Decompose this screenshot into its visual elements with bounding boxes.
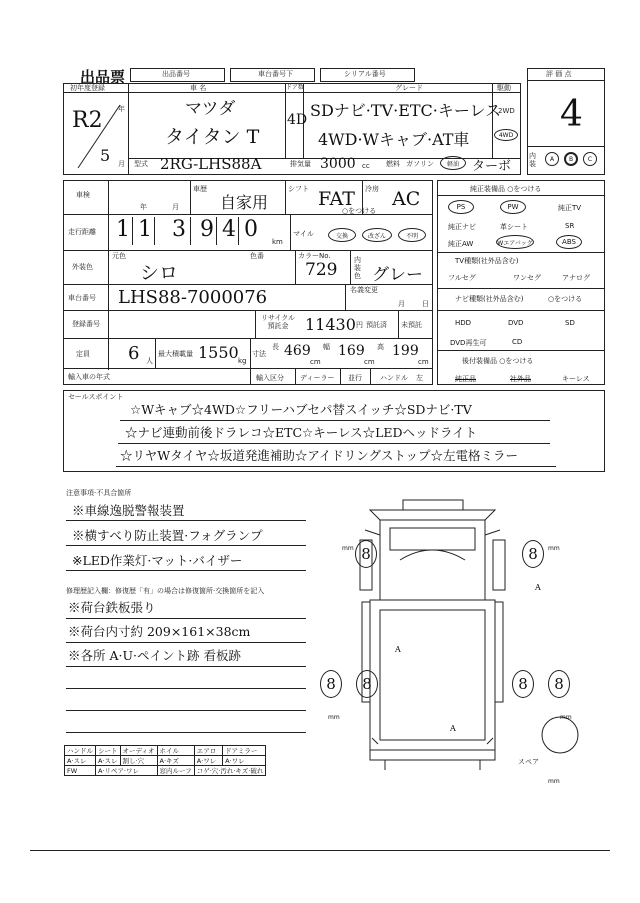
legend-cell: 窓内ルーフ: [157, 766, 194, 776]
note-line: ※車線逸脱警報装置: [72, 503, 185, 518]
form-title: 出品票: [80, 68, 126, 86]
shift-value: FAT: [318, 188, 355, 210]
type-label: 型式: [134, 160, 148, 168]
interior-c: C: [583, 152, 597, 166]
body-mark: A: [395, 645, 401, 654]
tire-rear-right-outer: 8: [548, 670, 570, 698]
recycle-label: リサイクル預託金: [260, 314, 296, 330]
usage-label: 車歴: [193, 185, 207, 193]
width-label: 幅: [323, 343, 330, 351]
meter-tampered: 改ざん: [362, 228, 392, 242]
model-value: タイタン T: [165, 126, 260, 148]
tv-oneseg: ワンセグ: [513, 274, 541, 282]
tire-mm: mm: [548, 545, 560, 552]
mileage-digit: 4: [222, 217, 236, 242]
opt-aw: 純正AW: [448, 240, 474, 248]
shaken-label: 車検: [76, 191, 90, 199]
mileage-digit: 3: [172, 217, 186, 242]
tv-fullseg: フルセグ: [448, 274, 476, 282]
opt-pw: PW: [500, 200, 526, 214]
media-dvd-play: DVD再生可: [450, 339, 487, 347]
tv-analog: アナログ: [562, 274, 590, 282]
interior-color: グレー: [372, 265, 423, 285]
mile-label: マイル: [293, 230, 314, 238]
repair-line: ※荷台内寸約 209×161×38cm: [68, 624, 251, 639]
repair-label: 修理歴記入欄：修復歴「有」の場合は修復箇所·交換箇所を記入: [66, 587, 265, 595]
km-label: km: [272, 238, 283, 246]
spare-label: スペア: [518, 758, 539, 766]
fuel-label: 燃料: [386, 160, 400, 168]
opt-ps: PS: [448, 200, 474, 214]
length-value: 469: [284, 343, 311, 359]
opt-navi: 純正ナビ: [448, 223, 476, 231]
name-change-day: 日: [422, 300, 429, 308]
note-line: ※LED作業灯·マット·バイザー: [72, 553, 243, 568]
width-cm: cm: [364, 358, 375, 366]
opt-abs: ABS: [556, 235, 582, 249]
fuel-gasoline: ガソリン: [406, 160, 434, 168]
tire-rear-left-inner: 8: [356, 670, 378, 698]
import-label: 輸入車の年式: [68, 373, 110, 381]
recycle-yen: 円: [356, 321, 363, 329]
shaken-month: 月: [172, 203, 179, 211]
load-unit: kg: [238, 357, 247, 365]
doors-value: 4D: [287, 112, 308, 128]
legend-header: シート: [96, 746, 121, 756]
interior-b: B: [564, 152, 578, 166]
displacement-label: 排気量: [290, 160, 311, 168]
meter-exchange: 交換: [328, 228, 356, 242]
after-title: 後付装備品 ○をつける: [462, 357, 534, 365]
load-label: 最大積載量: [158, 350, 193, 358]
mileage-digits: [110, 215, 280, 250]
year-slash: [70, 100, 128, 172]
spare-mm: mm: [548, 778, 560, 785]
body-mark: A: [535, 583, 541, 592]
fuel-diesel: 軽油: [446, 160, 459, 168]
legend-cell: A·スレ: [65, 756, 96, 766]
legend-header: オーディオ: [120, 746, 157, 756]
cc-label: cc: [362, 162, 370, 170]
options-title: 純正装備品 ○をつける: [470, 185, 542, 193]
legend-cell: コゲ·穴·汚れ·キズ·破れ: [194, 766, 266, 776]
name-change-label: 名義変更: [350, 286, 378, 294]
after-keyless: キーレス: [562, 375, 590, 383]
after-genuine: 純正品: [455, 375, 476, 383]
displacement-value: 3000: [320, 156, 356, 172]
note-line: ※横すべり防止装置·フォグランプ: [72, 528, 263, 543]
height-label: 高: [377, 343, 384, 351]
capacity-unit: 人: [146, 357, 153, 365]
tire-front-left: 8: [355, 540, 377, 568]
usage-value: 自家用: [220, 193, 269, 212]
dealer-label: ディーラー: [300, 374, 335, 382]
truck-diagram: [310, 480, 610, 790]
legend-cell: A·キズ: [157, 756, 194, 766]
nav-tsukeru: ○をつける: [548, 295, 583, 303]
color-value: シロ: [140, 262, 179, 284]
tire-mm: mm: [328, 714, 340, 721]
year-label: 初年度登録: [70, 84, 105, 92]
color-code: 729: [305, 260, 338, 280]
mileage-label: 走行距離: [68, 228, 96, 236]
chassis-label: 車台番号: [68, 294, 96, 302]
ac-label: 冷房: [365, 185, 379, 193]
recycle-value: 11430: [305, 315, 356, 334]
load-value: 1550: [198, 343, 239, 362]
score-value: 4: [560, 94, 583, 135]
mileage-digit: 1: [138, 217, 152, 242]
fuel-diesel-circle: [440, 156, 466, 170]
month-value: 5: [100, 146, 111, 165]
body-no-label: 車台番号下: [258, 70, 293, 78]
tsukeru-label: ○をつける: [342, 207, 377, 215]
repair-line: ※荷台鉄板張り: [68, 600, 156, 615]
repair-line: ※各所 A·U·ペイント跡 看板跡: [68, 648, 241, 663]
mileage-digit: 0: [244, 217, 258, 242]
parallel-label: 並行: [348, 374, 362, 382]
tire-front-right: 8: [522, 540, 544, 568]
drive-label: 駆動: [497, 84, 511, 92]
grade-line2: 4WD·Wキャブ·AT車: [318, 130, 470, 149]
grade-line1: SDナビ·TV·ETC·キーレス: [310, 101, 502, 120]
year-unit: 年: [118, 105, 125, 113]
sales-point-line: ☆リヤWタイヤ☆坂道発進補助☆アイドリングストップ☆左電格ミラー: [120, 448, 518, 463]
legend-cell: A·ワレ: [223, 756, 266, 766]
height-value: 199: [392, 343, 419, 359]
mileage-digit: 1: [116, 217, 130, 242]
interior-a: A: [545, 152, 559, 166]
media-dvd: DVD: [508, 319, 524, 327]
capacity-value: 6: [128, 343, 140, 364]
recycle-unpaid: 未預託: [401, 321, 422, 329]
legend-cell: A·スレ: [96, 756, 121, 766]
interior-color-label: 内装色: [354, 256, 361, 280]
sales-points-label: セールスポイント: [68, 393, 124, 401]
drive-4wd-circle: [494, 129, 518, 141]
damage-legend: [64, 745, 266, 776]
month-unit: 月: [118, 160, 125, 168]
media-cd: CD: [512, 338, 523, 346]
ac-value: AC: [392, 188, 421, 210]
opt-sr: SR: [565, 222, 575, 230]
legend-header: ハンドル: [65, 746, 96, 756]
media-sd: SD: [565, 319, 575, 327]
legend-header: ホイル: [157, 746, 194, 756]
tire-rear-right-inner: 8: [512, 670, 534, 698]
drive-2wd: 2WD: [498, 107, 515, 115]
serial-label: シリアル番号: [344, 70, 386, 78]
legend-cell: 割し·穴: [120, 756, 157, 766]
capacity-label: 定員: [76, 350, 90, 358]
tv-type: TV種類(社外品含む): [455, 257, 519, 265]
opt-tv: 純正TV: [558, 204, 582, 212]
bottom-divider: [30, 850, 610, 851]
color-label: 外装色: [72, 263, 93, 271]
shaken-year: 年: [140, 203, 147, 211]
opt-leather: 革シート: [500, 223, 528, 231]
mileage-digit: 9: [200, 217, 214, 242]
opt-w-airbag: Wエアバッグ: [496, 235, 534, 249]
model-code: 2RG-LHS88A: [160, 155, 262, 173]
name-change-month: 月: [398, 300, 405, 308]
legend-header: エアロ: [194, 746, 222, 756]
length-label: 長: [272, 343, 279, 351]
color-name-label: 色番: [250, 252, 264, 260]
length-cm: cm: [310, 358, 321, 366]
left-label: 左: [416, 374, 423, 382]
legend-header: ドアミラー: [223, 746, 266, 756]
interior-label: 内装: [529, 152, 536, 168]
import-type-label: 輸入区分: [256, 374, 284, 382]
recycle-status: 預託済: [366, 321, 387, 329]
size-label: 寸法: [252, 350, 266, 358]
original-color-label: 元色: [112, 252, 126, 260]
tire-mm: mm: [342, 545, 354, 552]
height-cm: cm: [418, 358, 429, 366]
meter-unknown: 不明: [398, 228, 426, 242]
auction-no-label: 出品番号: [162, 70, 190, 78]
sales-point-line: ☆Wキャブ☆4WD☆フリーハブセパ替スイッチ☆SDナビ·TV: [130, 402, 472, 417]
chassis-value: LHS88-7000076: [118, 287, 268, 308]
tire-mm: mm: [560, 714, 572, 721]
car-name-label: 車 名: [190, 84, 207, 92]
sales-point-line: ☆ナビ連動前後ドラレコ☆ETC☆キーレス☆LEDヘッドライト: [125, 425, 478, 440]
body-mark: A: [450, 724, 456, 733]
registration-label: 登録番号: [72, 320, 100, 328]
grade-label: グレード: [395, 84, 423, 92]
legend-cell: A·リペア·ワレ: [96, 766, 158, 776]
tire-rear-left-outer: 8: [320, 670, 342, 698]
legend-fw: FW: [65, 766, 96, 776]
notes-label: 注意事項·不具合箇所: [66, 489, 132, 497]
shift-label: シフト: [288, 185, 309, 193]
color-code-label: カラーNo.: [298, 252, 331, 260]
handle-label: ハンドル: [380, 374, 408, 382]
era-value: R2: [72, 108, 103, 133]
legend-cell: A·ワレ: [194, 756, 222, 766]
score-label: 評 価 点: [546, 70, 572, 78]
media-hdd: HDD: [455, 319, 472, 327]
turbo-value: ターボ: [472, 159, 512, 174]
doors-label: ドア数: [286, 84, 304, 91]
nav-type: ナビ種類(社外品含む): [455, 295, 524, 303]
after-aftermarket: 社外品: [510, 375, 531, 383]
width-value: 169: [338, 343, 365, 359]
maker-value: マツダ: [185, 99, 236, 119]
drive-4wd: 4WD: [498, 131, 514, 139]
